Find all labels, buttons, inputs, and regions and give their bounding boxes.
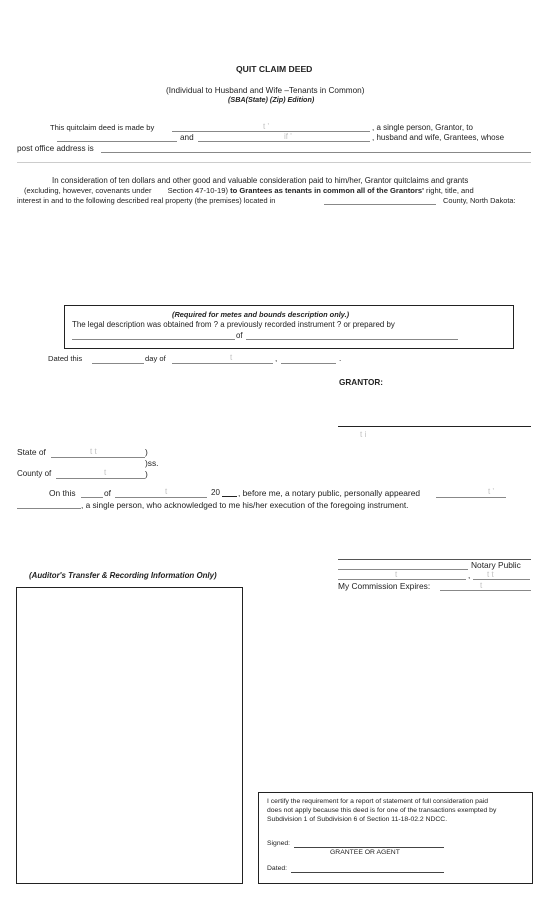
grantor-name-hint: t ': [263, 122, 269, 131]
post-office-text: post office address is: [17, 144, 94, 153]
ack-month-hint: t: [165, 487, 168, 496]
day-of-text: day of: [145, 354, 166, 363]
state-field[interactable]: [51, 457, 145, 458]
and-text: and: [180, 133, 194, 142]
page-subtitle: (Individual to Husband and Wife –Tenants in Common): [166, 86, 365, 95]
ack-day-field[interactable]: [81, 497, 103, 498]
commission-expires-label: My Commission Expires:: [338, 581, 431, 591]
county-north-dakota: County, North Dakota:: [443, 196, 516, 205]
notary-state-field[interactable]: [473, 579, 530, 580]
consideration-line-1: In consideration of ten dollars and other good and valuable consideration paid to him/her, Grantor quitclaims and grants: [52, 176, 469, 185]
grantee-agent-label: GRANTEE OR AGENT: [330, 849, 400, 856]
grantor-signature-line[interactable]: [338, 426, 531, 427]
commission-expires-field[interactable]: [440, 590, 531, 591]
county-field[interactable]: [324, 204, 436, 205]
notary-comma: ,: [468, 571, 471, 580]
husband-wife-text: , husband and wife, Grantees, whose: [372, 133, 505, 142]
notary-name-field[interactable]: [338, 569, 468, 570]
dated-cert-label: Dated:: [267, 865, 288, 872]
notary-county-hint: t: [395, 570, 398, 579]
dated-cert-field[interactable]: [291, 872, 444, 873]
county-venue-field[interactable]: [56, 478, 145, 479]
notary-public-label: Notary Public: [471, 560, 521, 570]
appeared-name-field[interactable]: [436, 497, 506, 498]
venue-paren-1: ): [145, 447, 148, 457]
legal-box-heading: (Required for metes and bounds description only.): [172, 310, 350, 319]
grantee2-name-field[interactable]: [198, 141, 370, 142]
dated-month-hint: t: [230, 353, 233, 362]
county-venue-hint: t: [104, 468, 107, 477]
auditor-recording-box[interactable]: [16, 587, 243, 884]
ack-of-text: of: [104, 488, 111, 498]
certify-text-2: does not apply because this deed is for one of the transactions exempted by: [267, 807, 497, 814]
signed-field[interactable]: [294, 847, 444, 848]
ack-month-field[interactable]: [115, 497, 207, 498]
auditor-label: (Auditor's Transfer & Recording Information Only): [29, 571, 217, 580]
commission-expires-hint: t: [480, 581, 483, 590]
appeared-name-field-2[interactable]: [17, 508, 81, 509]
dated-day-field[interactable]: [92, 363, 144, 364]
signed-label: Signed:: [267, 840, 291, 847]
dated-comma: ,: [275, 354, 278, 363]
ack-year-field[interactable]: [222, 496, 237, 497]
dated-this-text: Dated this: [48, 354, 83, 363]
consideration-line-2: [24, 186, 474, 195]
appeared-name-hint: t ': [488, 487, 494, 496]
ack-year-prefix: 20: [211, 488, 220, 497]
grantor-signature-hint: t i: [360, 430, 367, 439]
state-of-label: State of: [17, 447, 46, 457]
consideration-tenants: to Grantees as tenants in common all of the Grantors': [230, 186, 424, 195]
grantor-name-field[interactable]: [172, 131, 370, 132]
grantor-label: GRANTOR:: [339, 378, 383, 387]
venue-ss: )ss.: [145, 458, 159, 468]
legal-box-line-1: The legal description was obtained from ? a previously recorded instrument ? or prepared by: [72, 320, 395, 329]
grantee-name-hint: if ': [284, 132, 292, 141]
venue-paren-2: ): [145, 469, 148, 479]
county-of-label: County of: [17, 469, 52, 478]
state-hint: t t: [90, 447, 97, 456]
address-line-2[interactable]: [17, 162, 531, 163]
preparer-address-field[interactable]: [246, 339, 458, 340]
notary-county-field[interactable]: [338, 579, 466, 580]
preparer-name-field[interactable]: [72, 339, 235, 340]
on-this-text: On this: [49, 488, 76, 498]
ack-line-2: , a single person, who acknowledged to me his/her execution of the foregoing instrument.: [81, 500, 409, 510]
single-person-text: , a single person, Grantor, to: [372, 123, 473, 132]
before-me-text: , before me, a notary public, personally appeared: [238, 488, 421, 498]
consideration-line-3: [17, 196, 275, 205]
certification-box: [258, 792, 533, 884]
consideration-right-title: right, title, and: [426, 186, 474, 195]
edition-label: (SBA(State) (Zip) Edition): [228, 95, 315, 104]
post-office-field[interactable]: [101, 152, 531, 153]
made-by-text: This quitclaim deed is made by: [50, 123, 155, 132]
dated-month-field[interactable]: [172, 363, 273, 364]
consideration-interest: interest in and to the following described real property (the premises) located in: [17, 196, 276, 205]
dated-period: .: [339, 354, 342, 363]
certify-text-1: I certify the requirement for a report of statement of full consideration paid: [267, 798, 489, 805]
consideration-section: Section 47-10-19): [167, 186, 228, 195]
legal-box-of: of: [236, 331, 243, 340]
page-title: QUIT CLAIM DEED: [236, 64, 313, 74]
dated-year-field[interactable]: [281, 363, 336, 364]
consideration-excluding: (excluding, however, covenants under: [24, 186, 152, 195]
certify-text-3: Subdivision 1 of Subdivision 6 of Section 11-18-02.2 NDCC.: [267, 816, 448, 823]
grantee1-name-field[interactable]: [57, 141, 177, 142]
notary-state-hint: t t: [487, 570, 494, 579]
